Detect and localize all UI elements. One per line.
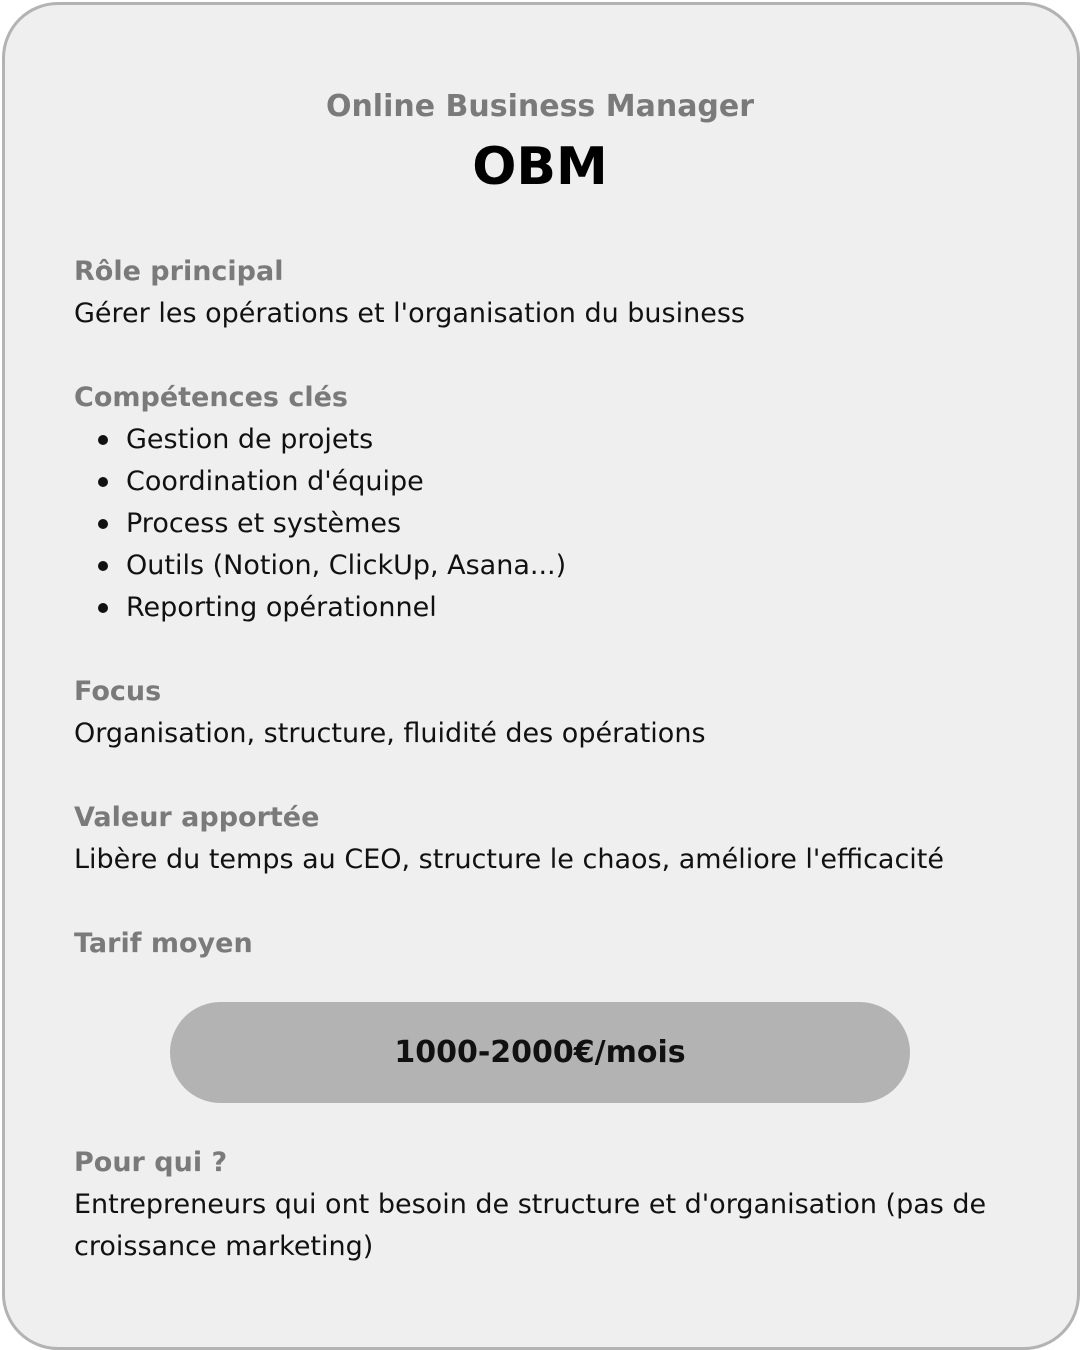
skills-section [74,377,1014,629]
audience-text: Entrepreneurs qui ont besoin de structure et d'organisation (pas de croissance marketing) [74,1189,987,1262]
list-item [74,503,1014,545]
list-item [74,419,1014,461]
bullet-icon [98,519,108,529]
focus-text: Organisation, structure, fluidité des opérations [74,718,706,749]
role-label: Rôle principal [74,256,284,287]
skills-label: Compétences clés [74,382,349,413]
skill-label: Process et systèmes [126,508,402,539]
skill-label: Outils (Notion, ClickUp, Asana...) [126,550,567,581]
skill-label: Coordination d'équipe [126,466,424,497]
list-item [74,461,1014,503]
audience-section [74,1142,1014,1268]
skill-label: Reporting opérationnel [126,592,437,623]
rate-label: Tarif moyen [74,928,253,959]
card-title: OBM [472,137,608,197]
audience-label: Pour qui ? [74,1147,228,1178]
value-text: Libère du temps au CEO, structure le chaos, améliore l'efficacité [74,844,944,875]
card-subtitle: Online Business Manager [325,89,755,124]
bullet-icon [98,561,108,571]
focus-label: Focus [74,676,162,707]
skill-label: Gestion de projets [126,424,374,455]
skills-list [74,419,1014,629]
rate-section [74,923,1014,965]
value-label: Valeur apportée [74,802,320,833]
bullet-icon [98,477,108,487]
role-section [74,251,1014,335]
list-item [74,587,1014,629]
bullet-icon [98,603,108,613]
value-section [74,797,1014,881]
price-badge [170,1002,910,1103]
list-item [74,545,1014,587]
role-text: Gérer les opérations et l'organisation du business [74,298,745,329]
bullet-icon [98,435,108,445]
price-text: 1000-2000€/mois [394,1035,686,1070]
focus-section [74,671,1014,755]
